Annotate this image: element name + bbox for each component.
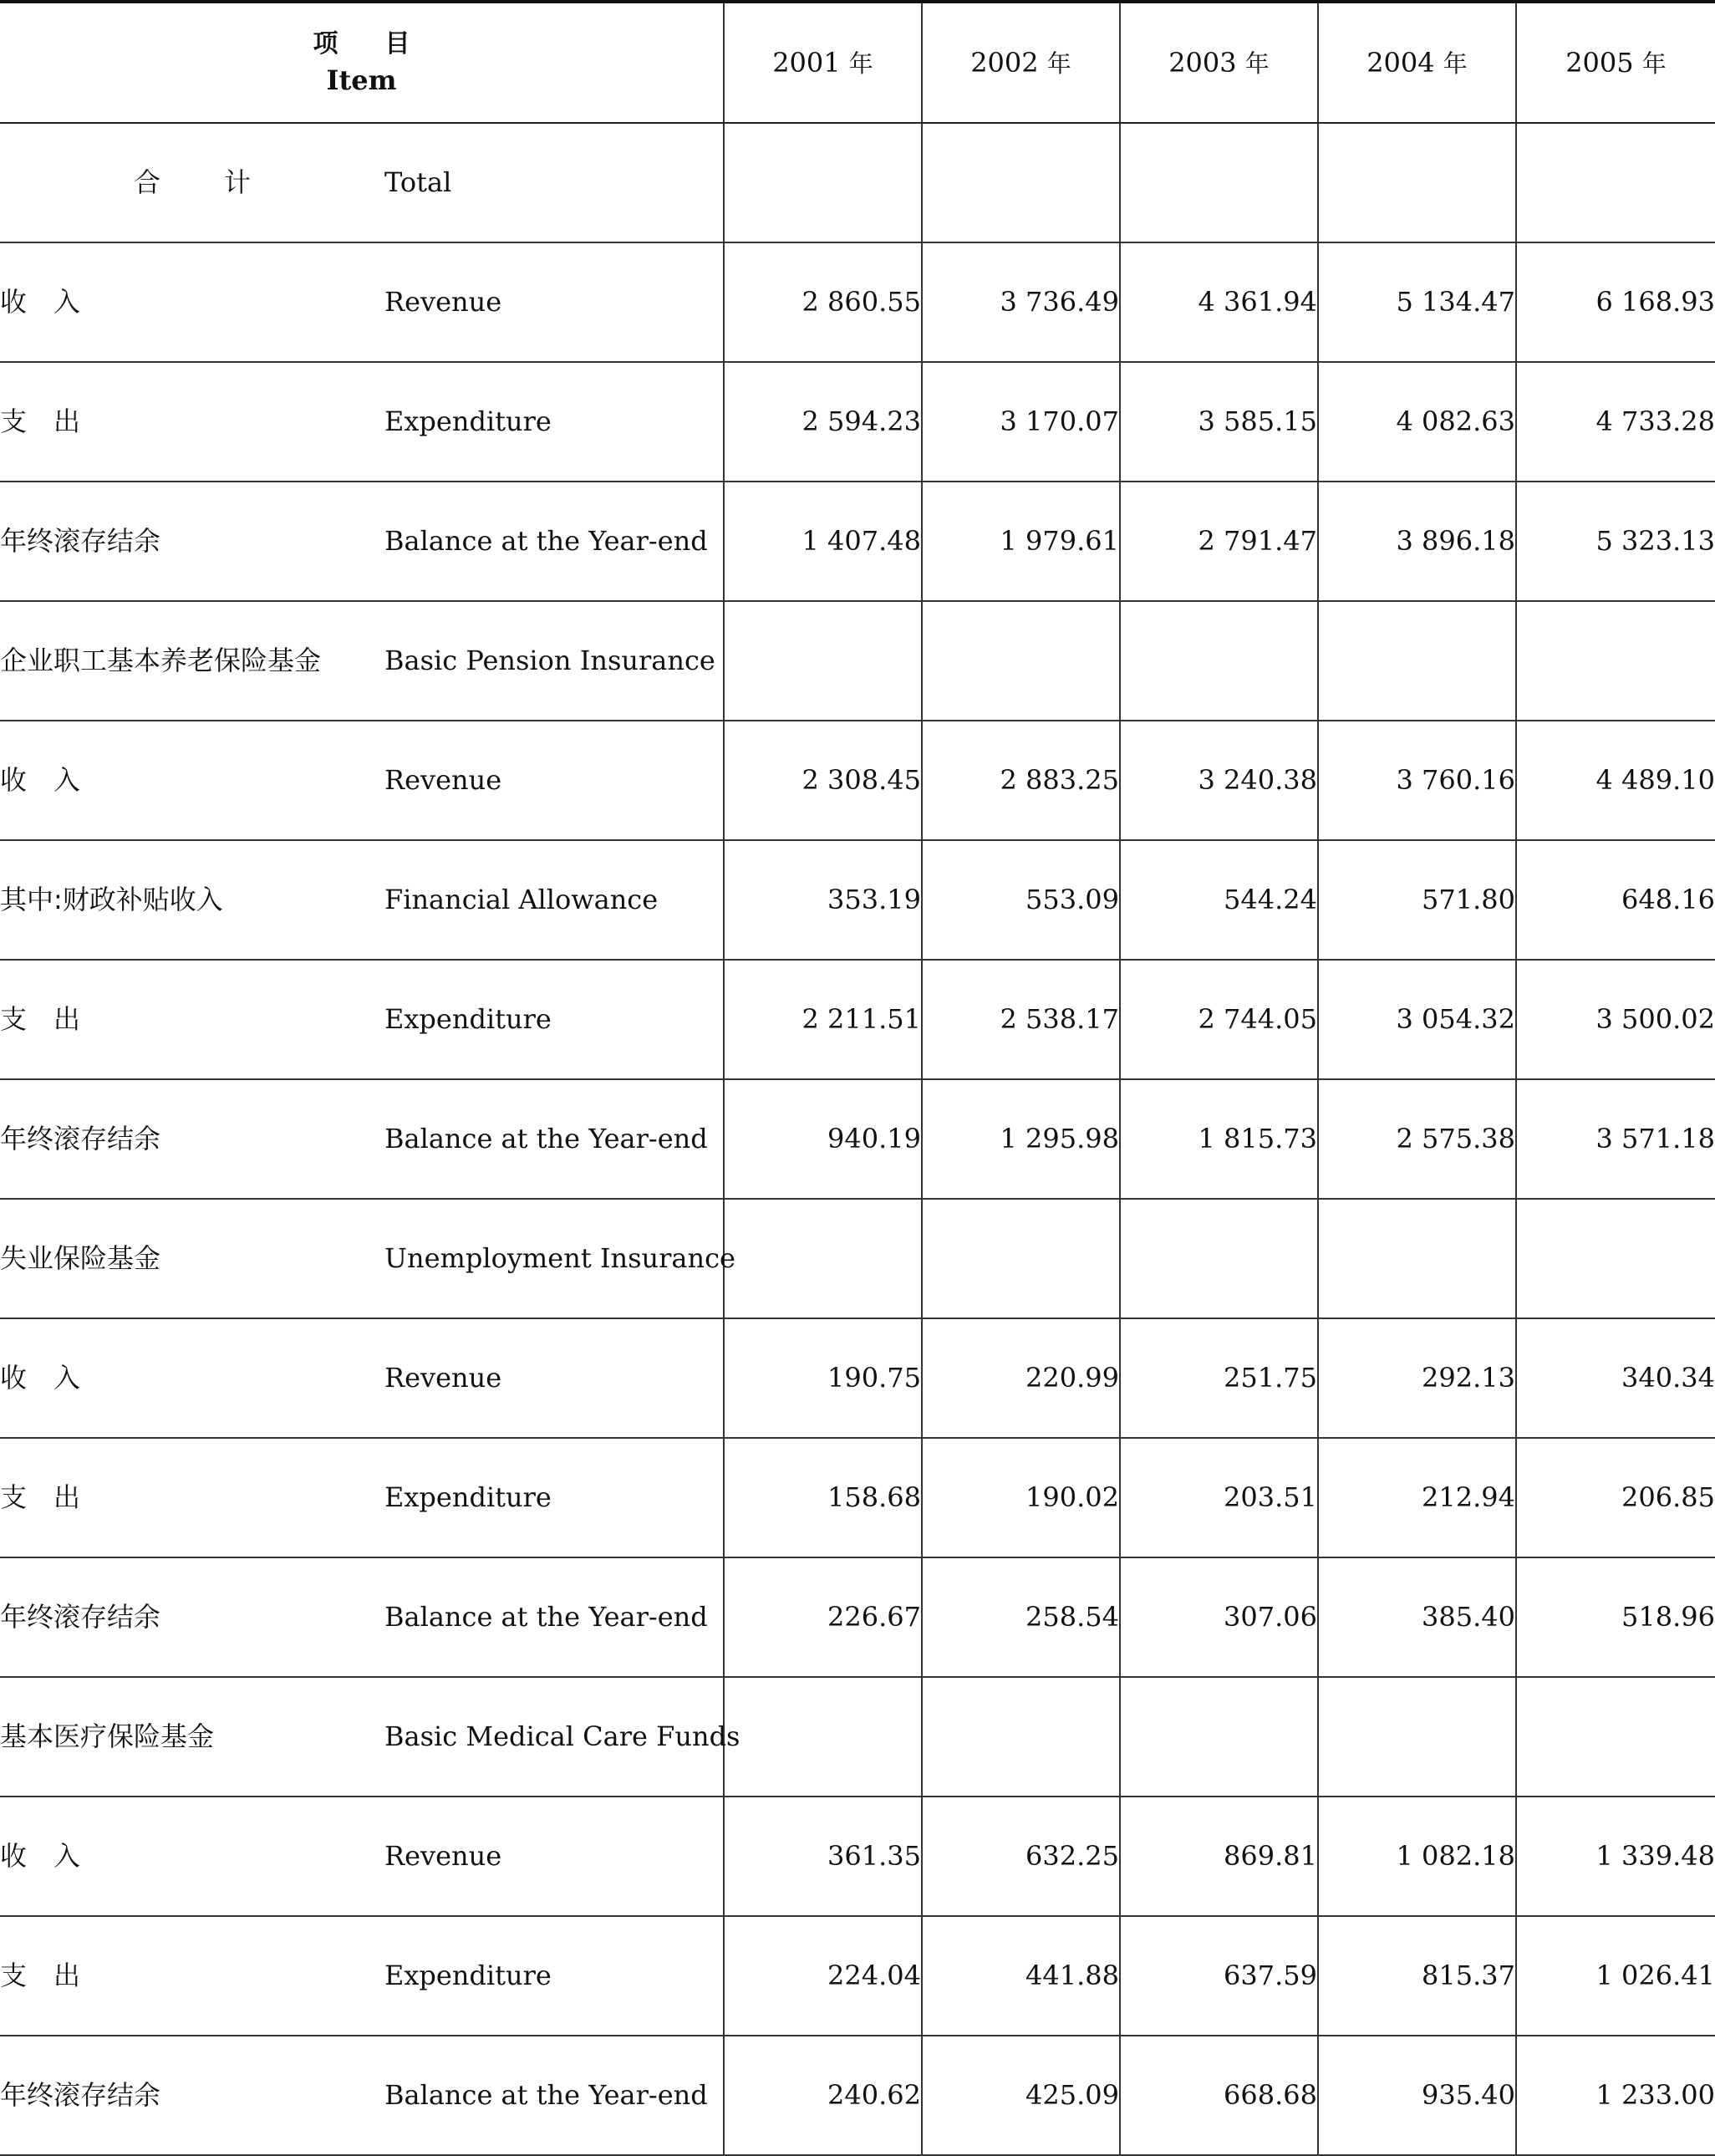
cell-2004: 212.94 [1318,1438,1516,1557]
row-label-zh: 支 出 [0,1438,384,1557]
cell-2002: 632.25 [922,1797,1120,1916]
cell-2001: 353.19 [724,840,922,960]
table-row [0,1318,1715,1438]
cell-2001: 940.19 [724,1079,922,1199]
cell-2004: 1 082.18 [1318,1797,1516,1916]
cell-2003: 544.24 [1120,840,1318,960]
cell-2003 [1120,601,1318,721]
cell-2003: 637.59 [1120,1916,1318,2036]
row-label-en: Expenditure [384,960,724,1079]
header-year-2004: 2004 年 [1318,2,1516,123]
cell-2001 [724,1199,922,1318]
cell-2002 [922,123,1120,242]
row-label-en: Expenditure [384,1916,724,2036]
cell-2005: 4 733.28 [1516,362,1715,482]
cell-2005: 206.85 [1516,1438,1715,1557]
header-item-en: Item [326,64,397,96]
cell-2003: 1 815.73 [1120,1079,1318,1199]
row-label-en: Revenue [384,1318,724,1438]
cell-2005: 4 489.10 [1516,721,1715,840]
row-label-zh: 年终滚存结余 [0,482,384,601]
cell-2002: 1 979.61 [922,482,1120,601]
cell-2004: 2 575.38 [1318,1079,1516,1199]
cell-2003 [1120,1199,1318,1318]
cell-2001: 2 308.45 [724,721,922,840]
cell-2003: 3 240.38 [1120,721,1318,840]
cell-2004 [1318,1199,1516,1318]
cell-2001: 224.04 [724,1916,922,2036]
row-label-en: Expenditure [384,1438,724,1557]
cell-2002: 2 538.17 [922,960,1120,1079]
row-label-en: Revenue [384,721,724,840]
cell-2004: 385.40 [1318,1557,1516,1677]
cell-2005: 5 323.13 [1516,482,1715,601]
row-label-en: Balance at the Year-end [384,1557,724,1677]
cell-2005 [1516,123,1715,242]
cell-2002: 425.09 [922,2036,1120,2155]
cell-2004: 3 896.18 [1318,482,1516,601]
cell-2002: 553.09 [922,840,1120,960]
row-label-en: Expenditure [384,362,724,482]
cell-2003 [1120,1677,1318,1797]
cell-2005: 3 500.02 [1516,960,1715,1079]
cell-2001: 1 407.48 [724,482,922,601]
row-label-zh: 其中:财政补贴收入 [0,840,384,960]
cell-2005: 1 233.00 [1516,2036,1715,2155]
cell-2001 [724,601,922,721]
table-row [0,840,1715,960]
row-label-en: Unemployment Insurance [384,1199,724,1318]
table-row [0,2036,1715,2155]
cell-2004: 4 082.63 [1318,362,1516,482]
row-label-zh: 支 出 [0,1916,384,2036]
row-label-zh: 基本医疗保险基金 [0,1677,384,1797]
cell-2004: 292.13 [1318,1318,1516,1438]
table-row [0,601,1715,721]
cell-2003: 203.51 [1120,1438,1318,1557]
row-label-zh: 收 入 [0,1797,384,1916]
header-year-2002: 2002 年 [922,2,1120,123]
cell-2002: 220.99 [922,1318,1120,1438]
cell-2004 [1318,1677,1516,1797]
header-year-2003: 2003 年 [1120,2,1318,123]
cell-2005 [1516,1199,1715,1318]
cell-2002: 258.54 [922,1557,1120,1677]
table-row [0,482,1715,601]
table-row [0,1557,1715,1677]
cell-2002 [922,601,1120,721]
cell-2003: 251.75 [1120,1318,1318,1438]
cell-2001: 190.75 [724,1318,922,1438]
row-label-en: Balance at the Year-end [384,2036,724,2155]
cell-2004: 935.40 [1318,2036,1516,2155]
row-label-en: Revenue [384,1797,724,1916]
cell-2004: 815.37 [1318,1916,1516,2036]
row-label-en: Financial Allowance [384,840,724,960]
row-label-zh: 收 入 [0,242,384,362]
cell-2005: 340.34 [1516,1318,1715,1438]
cell-2003: 4 361.94 [1120,242,1318,362]
cell-2001: 158.68 [724,1438,922,1557]
cell-2005 [1516,601,1715,721]
row-label-en: Revenue [384,242,724,362]
table-row [0,1916,1715,2036]
header-item-zh: 项目 [313,28,457,59]
row-label-zh: 支 出 [0,960,384,1079]
cell-2002: 190.02 [922,1438,1120,1557]
table-header-row [0,2,1715,123]
cell-2005 [1516,1677,1715,1797]
cell-2003: 869.81 [1120,1797,1318,1916]
cell-2003: 307.06 [1120,1557,1318,1677]
table-row [0,1797,1715,1916]
cell-2004 [1318,601,1516,721]
cell-2001: 361.35 [724,1797,922,1916]
row-label-zh: 企业职工基本养老保险基金 [0,601,384,721]
cell-2005: 518.96 [1516,1557,1715,1677]
cell-2001: 2 860.55 [724,242,922,362]
row-label-zh: 年终滚存结余 [0,1079,384,1199]
cell-2001 [724,123,922,242]
table-row [0,1438,1715,1557]
cell-2005: 6 168.93 [1516,242,1715,362]
cell-2003: 2 791.47 [1120,482,1318,601]
table-row [0,362,1715,482]
cell-2003: 2 744.05 [1120,960,1318,1079]
cell-2005: 1 026.41 [1516,1916,1715,2036]
row-label-en: Basic Medical Care Funds [384,1677,724,1797]
row-label-zh: 失业保险基金 [0,1199,384,1318]
cell-2005: 1 339.48 [1516,1797,1715,1916]
cell-2002: 441.88 [922,1916,1120,2036]
row-label-zh: 支 出 [0,362,384,482]
table-row [0,721,1715,840]
cell-2001 [724,1677,922,1797]
row-label-zh: 收 入 [0,721,384,840]
row-label-en: Balance at the Year-end [384,482,724,601]
table-row [0,960,1715,1079]
cell-2004: 571.80 [1318,840,1516,960]
cell-2002: 3 736.49 [922,242,1120,362]
cell-2002: 1 295.98 [922,1079,1120,1199]
row-label-en: Total [384,123,724,242]
row-label-zh: 年终滚存结余 [0,1557,384,1677]
header-year-2001: 2001 年 [724,2,922,123]
table-row [0,123,1715,242]
cell-2005: 3 571.18 [1516,1079,1715,1199]
cell-2004: 3 760.16 [1318,721,1516,840]
cell-2001: 240.62 [724,2036,922,2155]
cell-2001: 2 211.51 [724,960,922,1079]
cell-2002: 2 883.25 [922,721,1120,840]
cell-2003: 668.68 [1120,2036,1318,2155]
cell-2004: 3 054.32 [1318,960,1516,1079]
cell-2001: 2 594.23 [724,362,922,482]
table-row [0,242,1715,362]
row-label-en: Balance at the Year-end [384,1079,724,1199]
cell-2002 [922,1677,1120,1797]
header-year-2005: 2005 年 [1516,2,1715,123]
row-label-zh: 年终滚存结余 [0,2036,384,2155]
cell-2003: 3 585.15 [1120,362,1318,482]
header-item [0,2,724,123]
cell-2001: 226.67 [724,1557,922,1677]
table-row [0,1199,1715,1318]
row-label-en: Basic Pension Insurance [384,601,724,721]
cell-2004 [1318,123,1516,242]
cell-2005: 648.16 [1516,840,1715,960]
row-label-zh: 收 入 [0,1318,384,1438]
table-row [0,1079,1715,1199]
table-row [0,1677,1715,1797]
cell-2002 [922,1199,1120,1318]
cell-2004: 5 134.47 [1318,242,1516,362]
cell-2003 [1120,123,1318,242]
row-label-zh: 合计 [0,123,384,242]
cell-2002: 3 170.07 [922,362,1120,482]
